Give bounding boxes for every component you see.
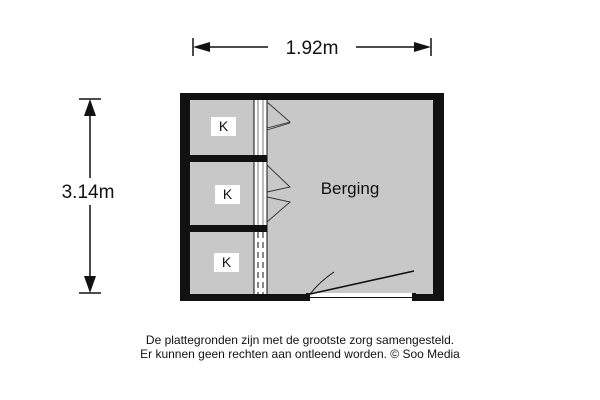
room-label-berging: Berging (320, 179, 380, 198)
closet-front (254, 100, 267, 294)
closet-label-3: K (221, 254, 232, 270)
width-label: 1.92m (285, 38, 339, 59)
height-label: 3.14m (61, 182, 115, 203)
closet-label-1: K (218, 118, 229, 134)
height-arrow-bottom (84, 276, 96, 293)
width-arrow-right (414, 42, 431, 52)
disclaimer-line-1: De plattegronden zijn met de grootste zorg samengesteld. (145, 333, 455, 347)
disclaimer-line-2: Er kunnen geen rechten aan ontleend worden. © Soo Media (140, 347, 460, 361)
closet-label-2: K (222, 186, 233, 202)
height-arrow-top (84, 99, 96, 116)
width-arrow-left (193, 42, 210, 52)
